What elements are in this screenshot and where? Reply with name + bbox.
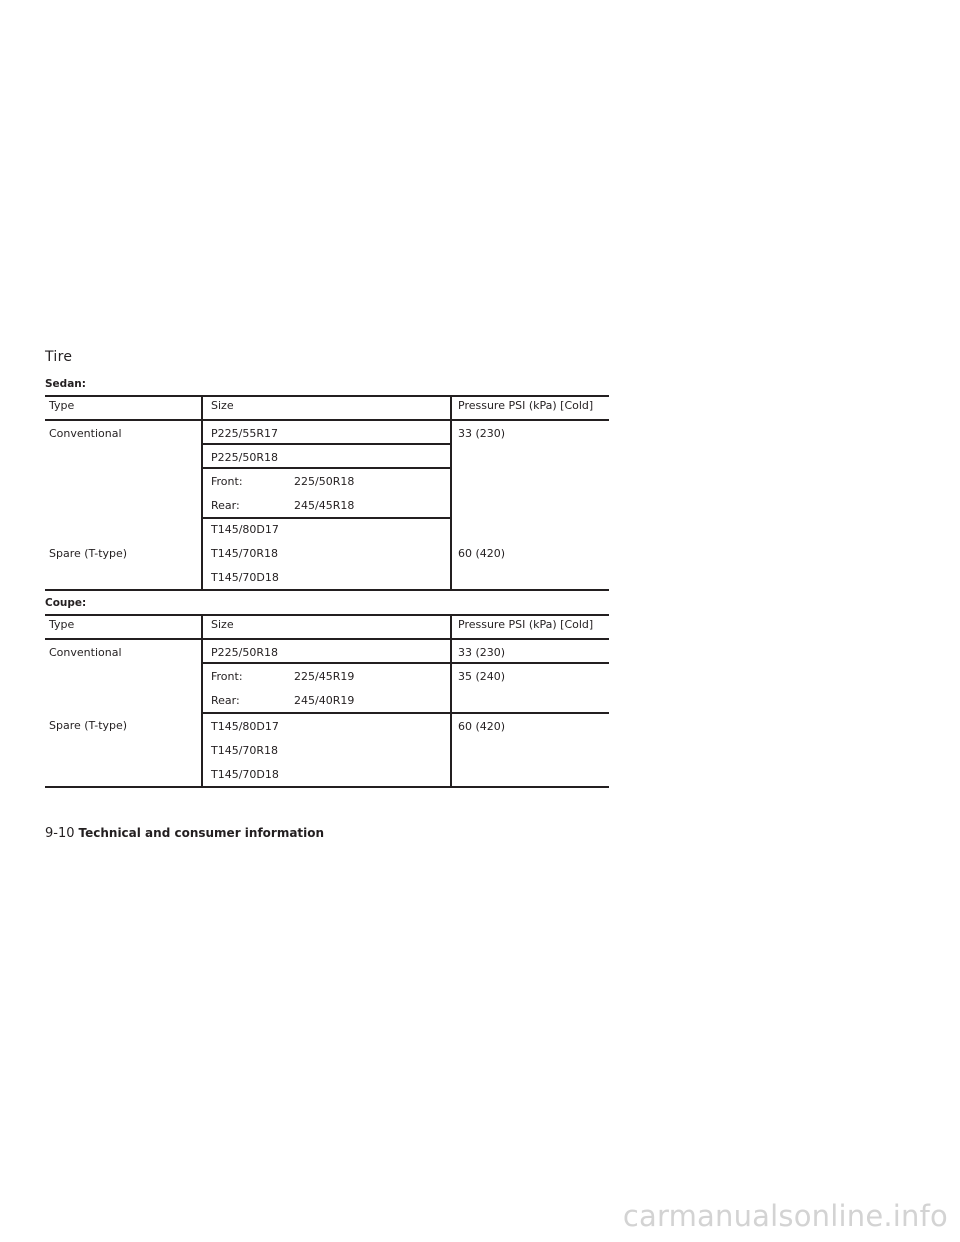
header-pressure: Pressure PSI (kPa) [Cold] [451, 396, 609, 420]
footer-section-title: Technical and consumer information [78, 826, 325, 840]
rear-label: Rear: [211, 694, 240, 707]
coupe-spare-sizes [202, 713, 451, 787]
rear-size: 245/40R19 [294, 694, 355, 707]
front-size: 225/45R19 [294, 670, 355, 683]
sedan-size-p225-50r18: P225/50R18 [211, 451, 278, 464]
sedan-tire-table [45, 395, 609, 591]
coupe-conventional-pressure: 33 (230) [451, 639, 609, 663]
sedan-staggered-cell [202, 468, 451, 518]
table-row [45, 639, 609, 663]
sedan-heading: Sedan: [45, 378, 86, 390]
sedan-size-cell [202, 444, 451, 468]
sedan-spare-pressure: 60 (420) [451, 518, 609, 590]
spare-size: T145/70D18 [211, 571, 279, 584]
spare-size: T145/70R18 [211, 744, 279, 757]
coupe-conventional-type: Conventional [49, 646, 122, 659]
spare-size: T145/70R18 [211, 547, 279, 560]
header-type: Type [45, 615, 202, 639]
front-label: Front: [211, 670, 243, 683]
table-row [45, 420, 609, 444]
table-header-row [45, 396, 609, 420]
rear-label: Rear: [211, 499, 240, 512]
rear-size: 245/45R18 [294, 499, 355, 512]
coupe-staggered-cell [202, 663, 451, 713]
header-pressure: Pressure PSI (kPa) [Cold] [451, 615, 609, 639]
coupe-size-cell [202, 639, 451, 663]
spare-size: T145/80D17 [211, 720, 279, 733]
page-footer [45, 826, 324, 841]
table-row [45, 518, 609, 590]
coupe-staggered-pressure: 35 (240) [451, 663, 609, 713]
sedan-conventional-pressure: 33 (230) [458, 427, 506, 440]
coupe-spare-pressure: 60 (420) [451, 713, 609, 787]
sedan-size-p225-55r17: P225/55R17 [211, 427, 278, 440]
spare-size: T145/80D17 [211, 523, 279, 536]
header-size: Size [202, 396, 451, 420]
sedan-spare-type: Spare (T-type) [45, 518, 202, 590]
sedan-size-cell [202, 420, 451, 444]
spare-size: T145/70D18 [211, 768, 279, 781]
front-label: Front: [211, 475, 243, 488]
front-size: 225/50R18 [294, 475, 355, 488]
sedan-spare-sizes [202, 518, 451, 590]
watermark: carmanualsonline.info [622, 1199, 948, 1233]
header-type: Type [45, 396, 202, 420]
sedan-conventional-type: Conventional [49, 427, 122, 440]
section-title: Tire [45, 349, 73, 365]
table-header-row [45, 615, 609, 639]
table-row [45, 713, 609, 787]
coupe-tire-table [45, 614, 609, 788]
coupe-heading: Coupe: [45, 597, 87, 609]
coupe-spare-type: Spare (T-type) [45, 713, 202, 787]
header-size: Size [202, 615, 451, 639]
page-number: 9-10 [45, 826, 75, 841]
coupe-size-p225-50r18: P225/50R18 [211, 646, 278, 659]
